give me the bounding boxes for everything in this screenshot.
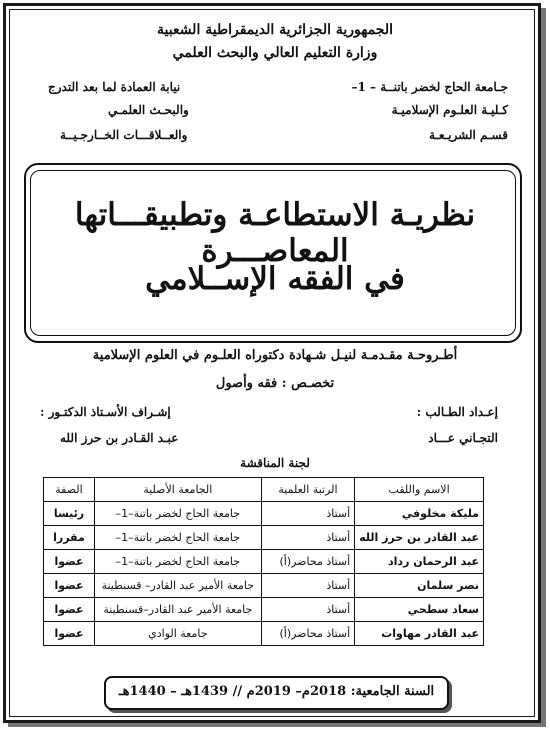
member-university: جامعة الحاج لخضر باتنة–1– (94, 526, 261, 550)
republic-name: الجمهورية الجزائرية الديمقراطية الشعبية (156, 22, 393, 38)
thesis-title-line1: نظريـة الاستطاعـة وتطبيقـــاتها المعاصـــرة (74, 197, 476, 269)
member-rank: أستاذ (261, 502, 354, 526)
deanery-name: نيابة العمادة لما بعد التدرج (48, 80, 181, 94)
header-role: الصفة (44, 478, 95, 502)
member-role: مقررا (44, 526, 95, 550)
student-name: التجـاني عـــاد (428, 431, 498, 445)
member-university: جامعة الحاج لخضر باتنة–1– (94, 502, 261, 526)
table-row (44, 598, 484, 622)
research-name: والبحـث العلمـي (108, 103, 189, 117)
table-row (44, 526, 484, 550)
committee-table (43, 477, 484, 646)
page-shadow-bottom (8, 723, 546, 727)
table-row (44, 502, 484, 526)
table-row (44, 574, 484, 598)
member-rank: أستاذ (261, 574, 354, 598)
member-name: عبد القادر بن حرز الله (355, 526, 484, 550)
student-label: إعـداد الطـالب : (416, 405, 498, 419)
table-row (44, 622, 484, 646)
member-role: عضوا (44, 574, 95, 598)
university-name: جـامعة الحاج لخضر باتنــة – 1– (351, 80, 508, 94)
member-role: رئيسا (44, 502, 95, 526)
header-rank: الرتبة العلمية (261, 478, 354, 502)
thesis-specialty: تخصـص : فقه وأصول (215, 376, 335, 391)
header-university: الجامعة الأصلية (94, 478, 261, 502)
academic-year: السنة الجامعية: 2018م– 2019م // 1439هـ – 1440هـ (118, 684, 435, 699)
member-rank: أستاذ (261, 526, 354, 550)
thesis-title-line2: في الفقه الإســلامي (145, 261, 405, 297)
page-shadow-right (541, 8, 546, 726)
thesis-description: أطـروحـة مقـدمـة لنيـل شـهادة دكتوراه العلـوم في العلوم الإسلامية (92, 348, 458, 363)
member-university: جامعة الحاج لخضر باتنة–1– (94, 550, 261, 574)
member-role: عضوا (44, 622, 95, 646)
member-university: جامعة الأمير عبد القادر–قسنطينة (94, 598, 261, 622)
member-name: عبد القادر مهاوات (355, 622, 484, 646)
member-name: سعاد سطحي (355, 598, 484, 622)
committee-caption: لجنة المناقشة (240, 456, 310, 470)
member-university: جامعة الوادي (94, 622, 261, 646)
header-name: الاسم واللقب (355, 478, 484, 502)
member-role: عضوا (44, 598, 95, 622)
member-role: عضوا (44, 550, 95, 574)
member-name: نصر سلمان (355, 574, 484, 598)
table-header-row (44, 478, 484, 502)
table-row (44, 550, 484, 574)
member-rank: أستاذ محاضر(أ) (261, 622, 354, 646)
member-rank: أستاذ محاضر(أ) (261, 550, 354, 574)
department-name: قسـم الشريـعـة (428, 128, 508, 142)
member-rank: أستاذ (261, 598, 354, 622)
member-name: عبد الرحمان رداد (355, 550, 484, 574)
faculty-name: كـليـة العلـوم الإسلاميـة (391, 103, 508, 117)
member-university: جامعة الأمير عبد القادر– قسنطينة (94, 574, 261, 598)
member-name: مليكة مخلوفي (355, 502, 484, 526)
relations-name: والعــلاقـــات الخــارجـيــة (60, 128, 188, 142)
supervisor-name: عبـد القـادر بن حرز الله (60, 431, 179, 445)
supervisor-label: إشـراف الأسـتاذ الدكتـور : (40, 405, 171, 419)
ministry-name: وزارة التعليم العالي والبحث العلمي (172, 45, 378, 61)
